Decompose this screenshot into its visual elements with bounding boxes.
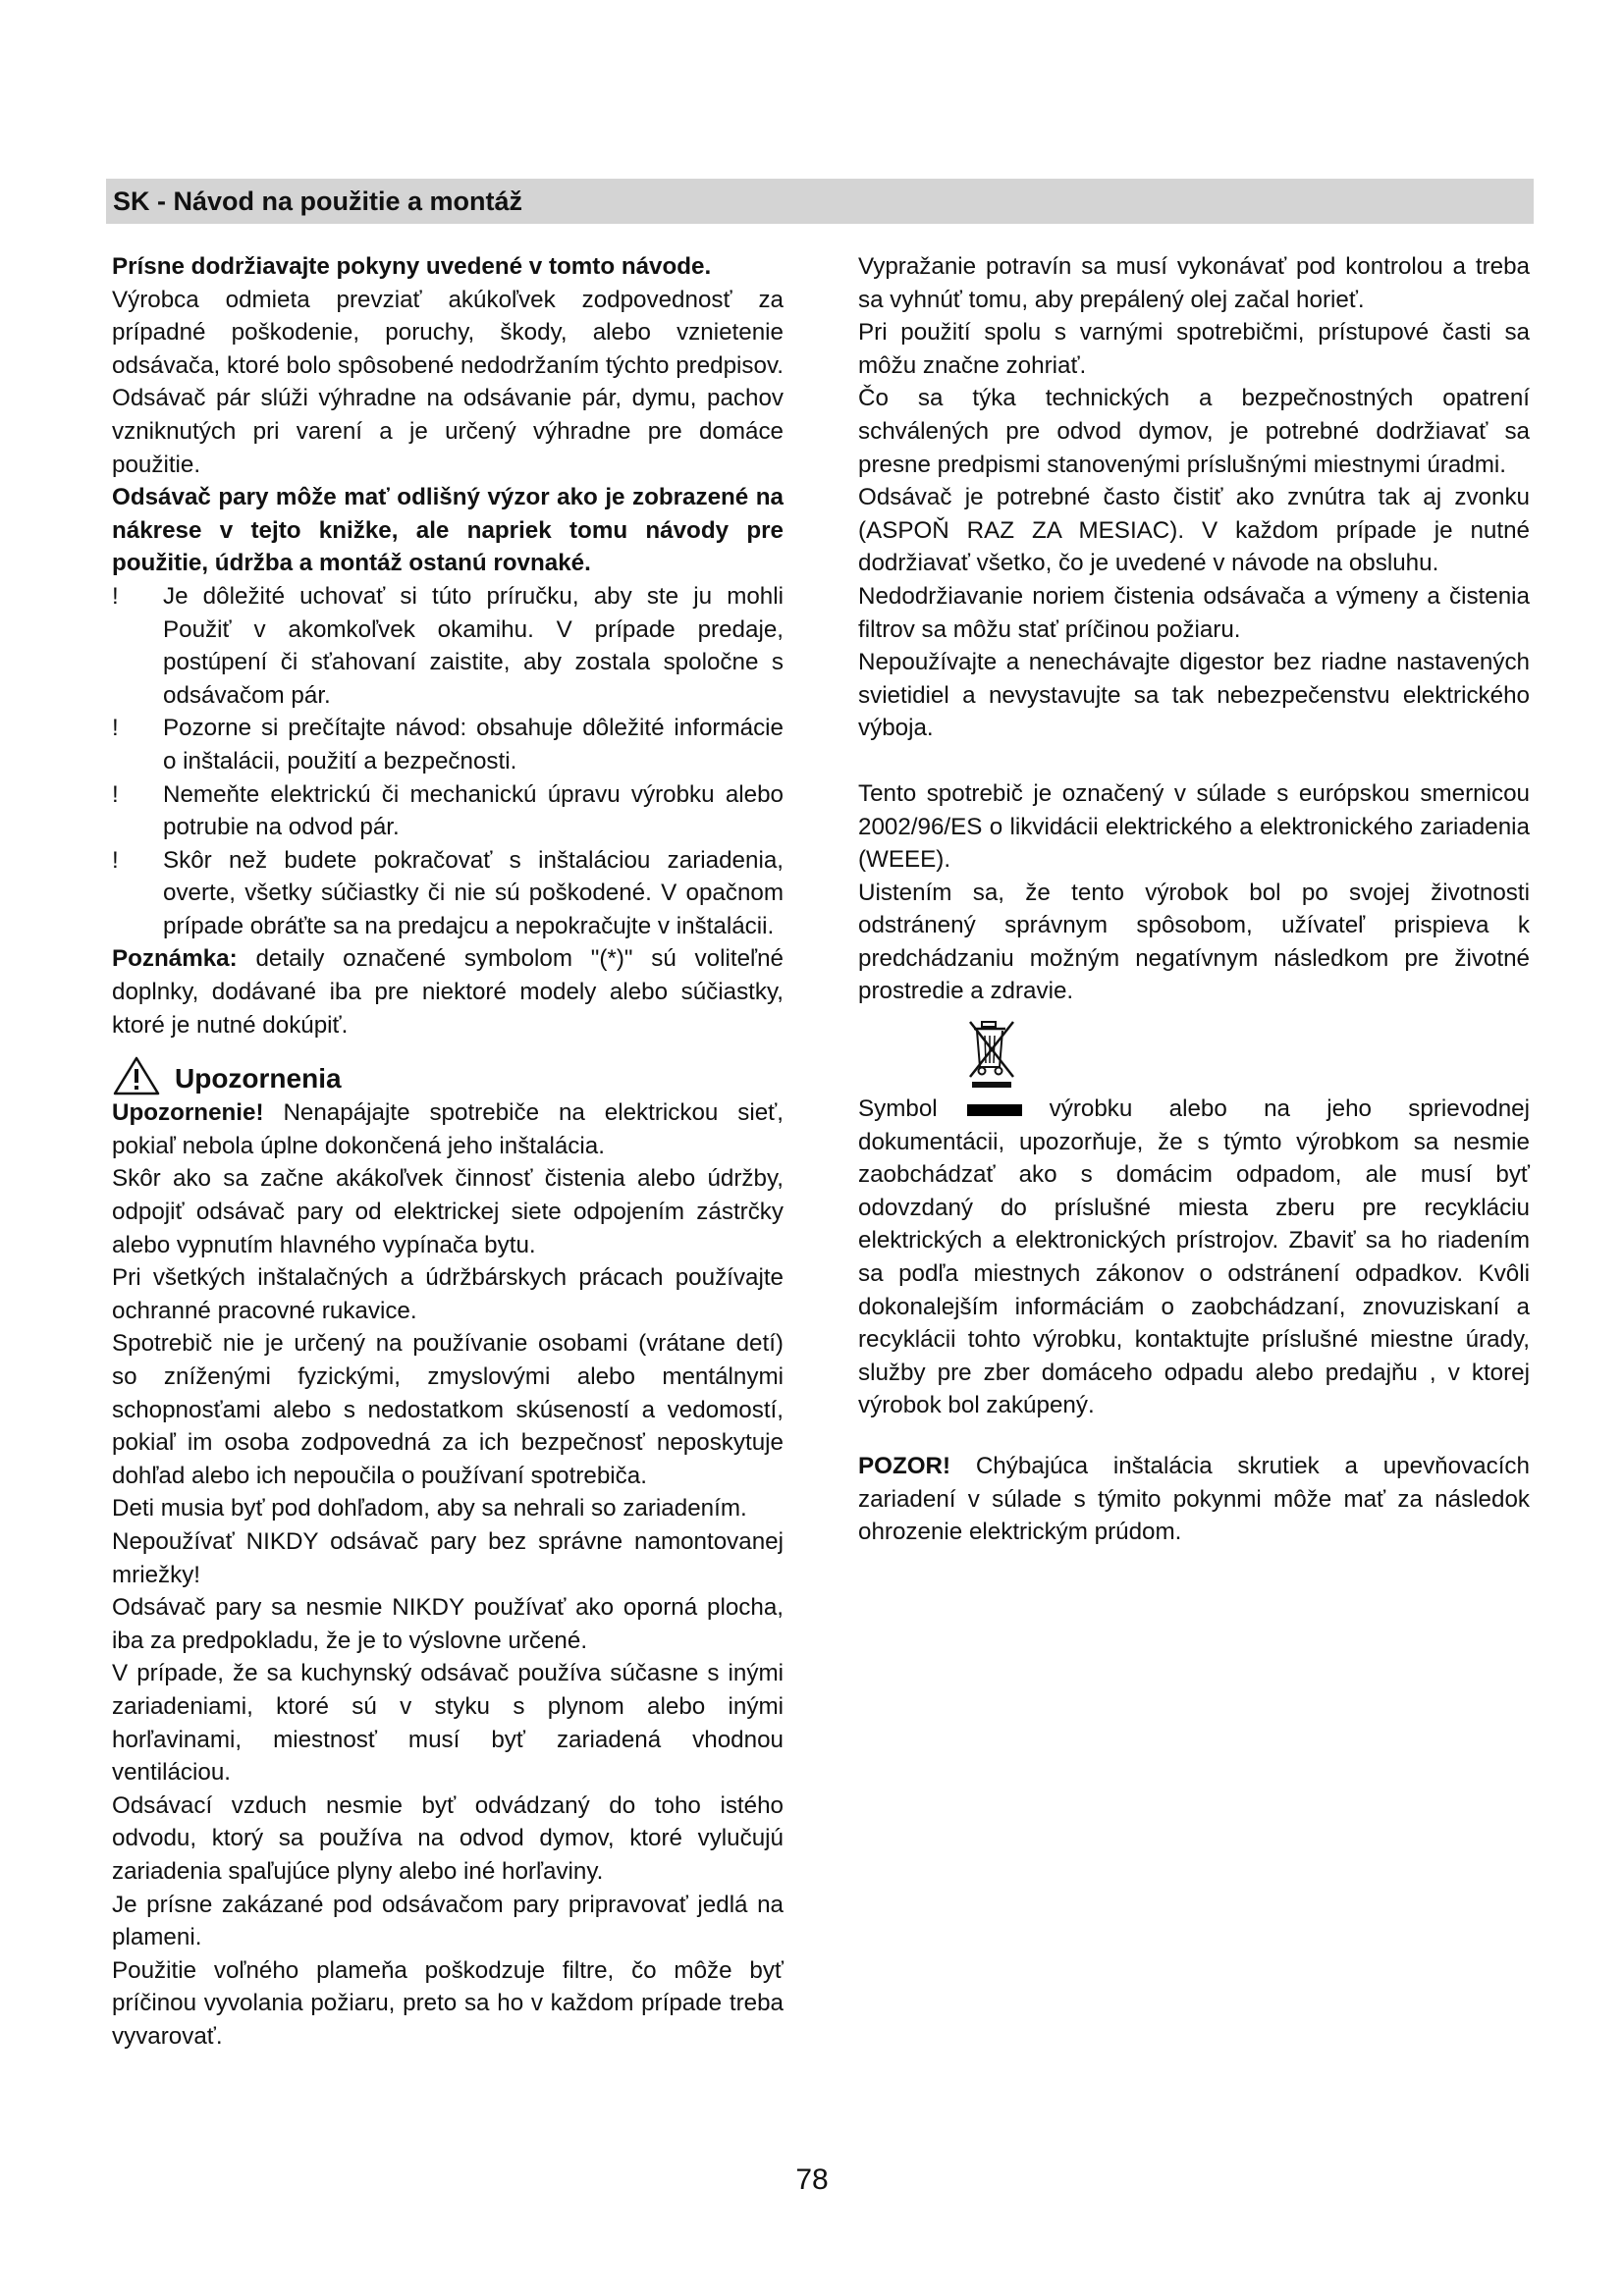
- bullet-text: Nemeňte elektrickú či mechanickú úpravu výrobku alebo potrubie na odvod pár.: [163, 780, 784, 841]
- note-text: detaily označené symbolom "(*)" sú voliteľné doplnky, dodávané iba pre niektoré modely alebo súčiastky, ktoré je nutné dokúpiť.: [112, 945, 784, 1039]
- warning-paragraph: Odsávač pary sa nesmie NIKDY používať ako oporná plocha, iba za predpokladu, že je to výslovne určené.: [112, 1594, 784, 1654]
- warning-first-text: Nenapájajte spotrebiče na elektrickou sieť, pokiaľ nebola úplne dokončená jeho inštalácia.: [112, 1099, 784, 1159]
- bullet-text: Skôr než budete pokračovať s inštaláciou zariadenia, overte, všetky súčiastky či nie sú poškodené. V opačnom prípade obráťte sa na predajcu a nepokračujte v inštalácii.: [163, 846, 784, 939]
- warning-first: [112, 1096, 784, 1162]
- warning-paragraph: Pri všetkých inštalačných a údržbárskych prácach používajte ochranné pracovné rukavice.: [112, 1264, 784, 1324]
- bullet-item: [112, 844, 784, 943]
- warning-paragraph: V prípade, že sa kuchynský odsávač používa súčasne s inými zariadeniami, ktoré sú v styku s plynom alebo inými horľavinami, miestnosť musí byť zariadená vhodnou ventiláciou.: [112, 1660, 784, 1787]
- symbol-word: Symbol: [858, 1095, 938, 1123]
- pozor-text: Chýbajúca inštalácia skrutiek a upevňovacích zariadení v súlade s týmito pokynmi môže mať za následok ohrozenie elektrickým prúdom.: [858, 1453, 1530, 1546]
- bullet-item: [112, 778, 784, 844]
- note-label: Poznámka:: [112, 945, 238, 973]
- symbol-paragraph: [858, 1093, 1530, 1422]
- right-paragraph: Vypražanie potravín sa musí vykonávať pod kontrolou a treba sa vyhnúť tomu, aby prepálený olej začal horieť.: [858, 253, 1530, 313]
- bullet-mark: !: [112, 715, 119, 742]
- right-paragraph: Odsávač je potrebné často čistiť ako zvnútra tak aj zvonku (ASPOŇ RAZ ZA MESIAC). V každom prípade je nutné dodržiavať všetko, čo je uvedené v návode na obsluhu.: [858, 484, 1530, 577]
- warnings-heading: [112, 1055, 784, 1096]
- warning-paragraph: Odsávací vzduch nesmie byť odvádzaný do toho istého odvodu, ktorý sa používa na odvod dymov, ktoré vylučujú zariadenia spaľujúce plyny alebo iné horľaviny.: [112, 1791, 784, 1885]
- warning-paragraph: Skôr ako sa začne akákoľvek činnosť čistenia alebo údržby, odpojiť odsávač pary od elektrickej siete odpojením zástrčky alebo vypnutím hlavného vypínača bytu.: [112, 1165, 784, 1258]
- bullet-mark: !: [112, 582, 119, 610]
- warning-triangle-icon: [112, 1055, 161, 1096]
- warning-paragraph: Použitie voľného plameňa poškodzuje filtre, čo môže byť príčinou vyvolania požiaru, preto sa ho v každom prípade treba vyvarovať.: [112, 1956, 784, 2050]
- warnings-title: Upozornenia: [175, 1063, 342, 1095]
- warning-paragraph: Nepoužívať NIKDY odsávač pary bez správne namontovanej mriežky!: [112, 1527, 784, 1588]
- weee-paragraph: Uistením sa, že tento výrobok bol po svojej životnosti odstránený správnym spôsobom, užívateľ prispieva k predchádzaniu možným negatívnym následkom pre životné prostredie a zdravie.: [858, 879, 1530, 1005]
- bullet-item: [112, 580, 784, 712]
- pozor-paragraph: [858, 1450, 1530, 1549]
- page-number: 78: [795, 2163, 829, 2196]
- weee-paragraph: Tento spotrebič je označený v súlade s európskou smernicou 2002/96/ES o likvidácii elektrického a elektronického zariadenia (WEEE).: [858, 779, 1530, 874]
- right-paragraph: Čo sa týka technických a bezpečnostných opatrení schválených pre odvod dymov, je potrebné dodržiavať sa presne predpismi stanovenými príslušnými miestnymi úradmi.: [858, 385, 1530, 478]
- warning-paragraph: Deti musia byť pod dohľadom, aby sa nehrali so zariadením.: [112, 1495, 747, 1522]
- bullet-mark: !: [112, 846, 119, 874]
- bullet-text: Je dôležité uchovať si túto príručku, aby ste ju mohli Použiť v akomkoľvek okamihu. V prípade predaje, postúpení či sťahovaní zaistite, aby zostala spoločne s odsávačom pár.: [163, 582, 784, 709]
- left-column: [112, 250, 784, 2053]
- crossed-bin-icon: [966, 1018, 1019, 1089]
- warning-label: Upozornenie!: [112, 1099, 264, 1127]
- right-paragraph: Pri použití spolu s varnými spotrebičmi, prístupové časti sa môžu značne zohriať.: [858, 319, 1530, 379]
- intro-text: Výrobca odmieta prevziať akúkoľvek zodpovednosť za prípadné poškodenie, poruchy, škody, alebo vznietenie odsávača, ktoré bolo spôsobené nedodržaním týchto predpisov. Odsávač pár slúži výhradne na odsávanie pár, dymu, pachov vzniknutých pri varení a je určený výhradne pre domáce použitie.: [112, 286, 784, 478]
- black-bar-symbol-icon: [967, 1104, 1022, 1116]
- right-column: [858, 250, 1530, 1549]
- intro-bold: Prísne dodržiavajte pokyny uvedené v tomto návode.: [112, 253, 712, 280]
- section-header: SK - Návod na použitie a montáž: [106, 179, 1534, 224]
- notice-bold: Odsávač pary môže mať odlišný výzor ako je zobrazené na nákrese v tejto knižke, ale napriek tomu návody pre použitie, údržba a montáž ostanú rovnaké.: [112, 484, 784, 577]
- right-paragraph: Nepoužívajte a nenechávajte digestor bez riadne nastavených svietidiel a nevystavujte sa tak nebezpečenstvu elektrického výboja.: [858, 649, 1530, 742]
- warning-paragraph: Spotrebič nie je určený na používanie osobami (vrátane detí) so zníženými fyzickými, zmyslovými alebo mentálnymi schopnosťami alebo s nedostatkom skúseností a vedomostí, pokiaľ im osoba zodpovedná za ich bezpečnosť neposkytuje dohľad alebo ich nepoučila o používaní spotrebiča.: [112, 1330, 784, 1489]
- symbol-text: výrobku alebo na jeho sprievodnej dokumentácii, upozorňuje, že s týmto výrobkom sa nesmie zaobchádzať ako s domácim odpadom, ale musí byť odovzdaný do príslušné miesta zberu pre recykláciu elektrických a elektronických prístrojov. Zbaviť sa ho riadením sa podľa miestnych zákonov o odstránení odpadkov. Kvôli dokonalejším informáciám o zaobchádzaní, znovuziskaní a recyklácii tohto výrobku, kontaktujte príslušné miestne úrady, služby pre zber domáceho odpadu alebo predajňu , v ktorej výrobok bol zakúpený.: [858, 1095, 1530, 1419]
- warning-paragraph: Je prísne zakázané pod odsávačom pary pripravovať jedlá na plameni.: [112, 1891, 784, 1951]
- right-paragraph: Nedodržiavanie noriem čistenia odsávača a výmeny a čistenia filtrov sa môžu stať príčinou požiaru.: [858, 582, 1530, 643]
- note: [112, 942, 784, 1041]
- pozor-label: POZOR!: [858, 1453, 951, 1479]
- bullet-mark: !: [112, 780, 119, 808]
- bullet-text: Pozorne si prečítajte návod: obsahuje dôležité informácie o inštalácii, použití a bezpečnosti.: [163, 715, 784, 774]
- bullet-item: [112, 712, 784, 777]
